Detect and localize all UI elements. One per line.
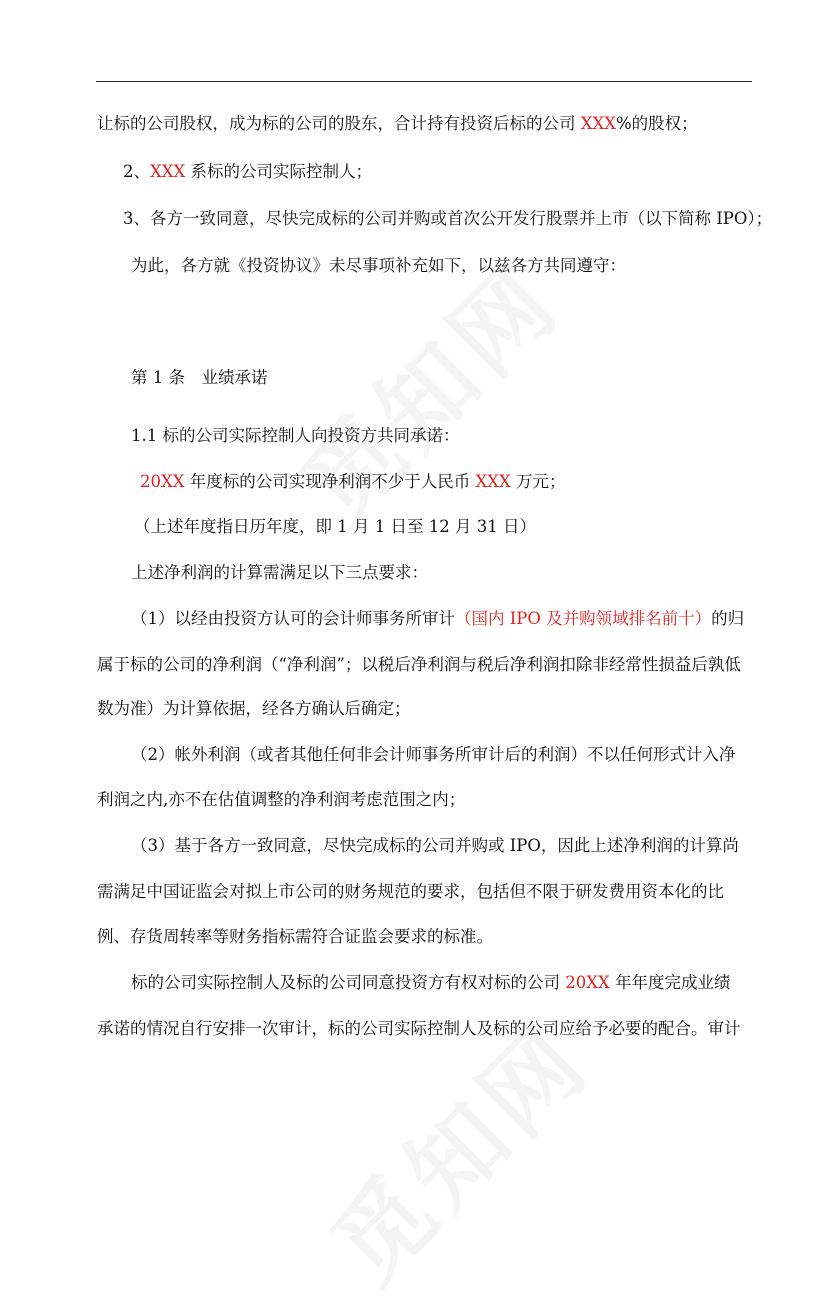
text: （1）以经由投资方认可的会计师事务所审计 (131, 609, 455, 628)
text: 让标的公司股权，成为标的公司的股东，合计持有投资后标的公司 (97, 114, 581, 133)
para-line: 需满足中国证监会对拟上市公司的财务规范的要求，包括但不限于研发费用资本化的比 (97, 882, 724, 901)
para-line: 承诺的情况自行安排一次审计，标的公司实际控制人及标的公司应给予必要的配合。审计 (97, 1019, 741, 1038)
list-item (123, 160, 372, 184)
para-line: 上述净利润的计算需满足以下三点要求： (131, 563, 428, 582)
para-line (97, 112, 698, 136)
para-line: （3）基于各方一致同意，尽快完成标的公司并购或 IPO，因此上述净利润的计算尚 (131, 836, 739, 855)
placeholder-text: XXX (475, 472, 511, 491)
para-line (131, 971, 731, 995)
placeholder-text: XXX (150, 162, 186, 181)
text: 年年度完成业绩 (609, 973, 731, 992)
placeholder-text: 20XX (565, 973, 610, 992)
text: 2、 (123, 162, 150, 181)
header-rule (96, 81, 752, 82)
article-title: 第 1 条 业绩承诺 (131, 368, 268, 387)
para-line: 为此，各方就《投资协议》未尽事项补充如下，以兹各方共同遵守： (131, 256, 626, 275)
para-line: 属于标的公司的净利润（“净利润”；以税后净利润与税后净利润扣除非经常性损益后孰低 (97, 655, 741, 674)
text: 标的公司实际控制人及标的公司同意投资方有权对标的公司 (131, 973, 566, 992)
para-line (131, 607, 744, 631)
para-line: （上述年度指日历年度，即 1 月 1 日至 12 月 31 日） (134, 517, 536, 536)
text: 万元； (510, 472, 566, 491)
text: 系标的公司实际控制人； (185, 162, 372, 181)
text: 的归 (711, 609, 745, 628)
para-line: 1.1 标的公司实际控制人向投资方共同承诺： (131, 426, 460, 445)
para-line: （2）帐外利润（或者其他任何非会计师事务所审计后的利润）不以任何形式计入净 (131, 745, 736, 764)
para-line: 利润之内,亦不在估值调整的净利润考虑范围之内； (97, 790, 466, 809)
para-line (140, 470, 566, 494)
para-line: 数为准）为计算依据，经各方确认后确定； (97, 699, 411, 718)
text: %的股权； (616, 114, 698, 133)
placeholder-text: 20XX (140, 472, 185, 491)
placeholder-text: （国内 IPO 及并购领域排名前十） (455, 609, 712, 628)
para-line: 例、存货周转率等财务指标需符合证监会要求的标准。 (97, 927, 493, 946)
list-item: 3、各方一致同意，尽快完成标的公司并购或首次公开发行股票并上市（以下简称 IPO）； (123, 209, 773, 228)
text: 年度标的公司实现净利润不少于人民币 (184, 472, 476, 491)
placeholder-text: XXX (580, 114, 616, 133)
